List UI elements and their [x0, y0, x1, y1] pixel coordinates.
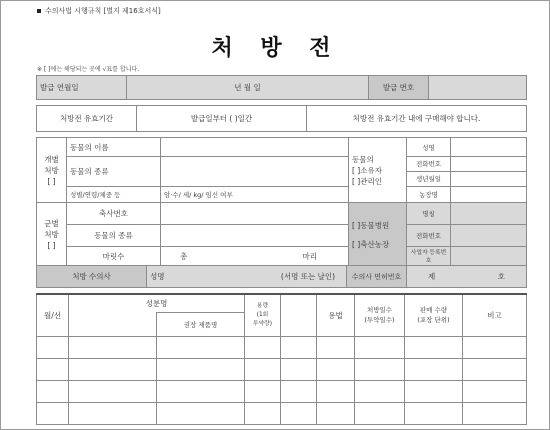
facility-name-field[interactable]: [451, 203, 527, 225]
drug-row: [37, 402, 527, 424]
owner-phone-field[interactable]: [451, 157, 526, 172]
drug-row: [37, 380, 527, 402]
col-ingredient: 성분명: [69, 294, 245, 312]
vet-table: [36, 265, 527, 288]
col-method: 용법: [317, 294, 355, 336]
head-count-field[interactable]: 총 마리: [161, 247, 349, 267]
owner-name-label: 성명: [407, 138, 451, 157]
animal-species-field[interactable]: [161, 157, 349, 187]
animal-info-table: [36, 137, 527, 267]
issue-number-field[interactable]: [429, 76, 527, 100]
facility-phone-label: 전화번호: [407, 225, 451, 247]
col-remark: 비고: [463, 294, 527, 336]
hospital-checkbox[interactable]: [ ]동물병원: [352, 220, 390, 230]
individual-checkbox[interactable]: [ ]: [47, 176, 56, 186]
validity-days-field[interactable]: 발급일부터 ( )일간: [137, 106, 307, 132]
group-species-label: 동물의 종류: [67, 225, 161, 247]
vet-license-label: 수의사 면허번호: [347, 266, 407, 288]
drug-row: [37, 336, 527, 358]
issue-date-field[interactable]: 년 월 일: [127, 76, 369, 100]
col-number: 월/선: [37, 294, 69, 336]
group-species-field[interactable]: [161, 225, 349, 247]
owner-dob-field[interactable]: [451, 172, 526, 186]
validity-instruction: 처방전 유효기간 내에 구매해야 합니다.: [307, 106, 527, 132]
col-days: 처방일수 (투약일수): [355, 294, 405, 336]
head-count-label: 마릿수: [67, 247, 161, 267]
col-dose: 용량 (1회 투약량): [245, 294, 281, 336]
group-section-label[interactable]: 군별 처방 [ ]: [37, 203, 67, 267]
owner-name-field[interactable]: [451, 138, 527, 157]
business-reg-field[interactable]: [451, 247, 527, 267]
animal-attrs-field[interactable]: 암·수/ 세/ kg/ 임신 여부: [161, 187, 349, 203]
farm-checkbox[interactable]: [ ]축산농장: [352, 239, 390, 249]
individual-section-label[interactable]: 개별 처방 [ ]: [37, 138, 67, 203]
col-spacer: [281, 294, 317, 336]
farm-name-field[interactable]: [451, 187, 527, 203]
animal-name-field[interactable]: [161, 138, 349, 157]
drug-row: [37, 358, 527, 380]
barn-number-label: 축사번호: [67, 203, 161, 225]
owner-phone-dob-fields[interactable]: [451, 157, 527, 187]
form-title: 처 방 전: [211, 36, 341, 61]
owner-type-label: 동물의 [ ]소유자 [ ]관리인: [349, 138, 407, 203]
vet-license-field[interactable]: 제 호: [407, 266, 527, 288]
group-checkbox[interactable]: [ ]: [47, 241, 56, 250]
farm-name-label: 농장명: [407, 187, 451, 203]
col-product: 권장 제품명: [157, 312, 245, 336]
facility-phone-field[interactable]: [451, 225, 527, 247]
animal-species-label: 동물의 종류: [67, 157, 161, 187]
issue-table: [36, 75, 527, 100]
law-reference: 수의사법 시행규칙 [별지 제16호서식]: [37, 6, 161, 16]
issue-date-label: 발급 연월일: [37, 76, 127, 100]
issue-number-label: 발급 번호: [369, 76, 429, 100]
check-note: ※ [ ]에는 해당되는 곳에 √표를 합니다.: [37, 66, 140, 73]
validity-table: [36, 105, 527, 132]
col-ingredient-blank: [69, 312, 157, 336]
animal-name-label: 동물의 이름: [67, 138, 161, 157]
business-reg-label: 사업자 등록번호: [407, 247, 451, 267]
manager-checkbox[interactable]: [ ]관리인: [352, 176, 382, 186]
facility-name-label: 명칭: [407, 203, 451, 225]
facility-type-label: [349, 203, 407, 267]
owner-checkbox[interactable]: [ ]소유자: [352, 165, 382, 175]
vet-name-field[interactable]: 성명 (서명 또는 날인): [147, 266, 347, 288]
validity-label: 처방전 유효기간: [37, 106, 137, 132]
drug-table: [36, 293, 527, 425]
vet-label: 처방 수의사: [37, 266, 147, 288]
animal-attrs-label: 성별/연령/체중 등: [67, 187, 161, 203]
col-sale-quantity: 판매 수량 (포장 단위): [405, 294, 463, 336]
vet-sign-note: (서명 또는 날인): [280, 272, 335, 281]
bullet-square-icon: [37, 9, 41, 13]
barn-number-field[interactable]: [161, 203, 349, 225]
owner-phone-dob-labels: 전화번호 생년월일: [407, 157, 451, 187]
